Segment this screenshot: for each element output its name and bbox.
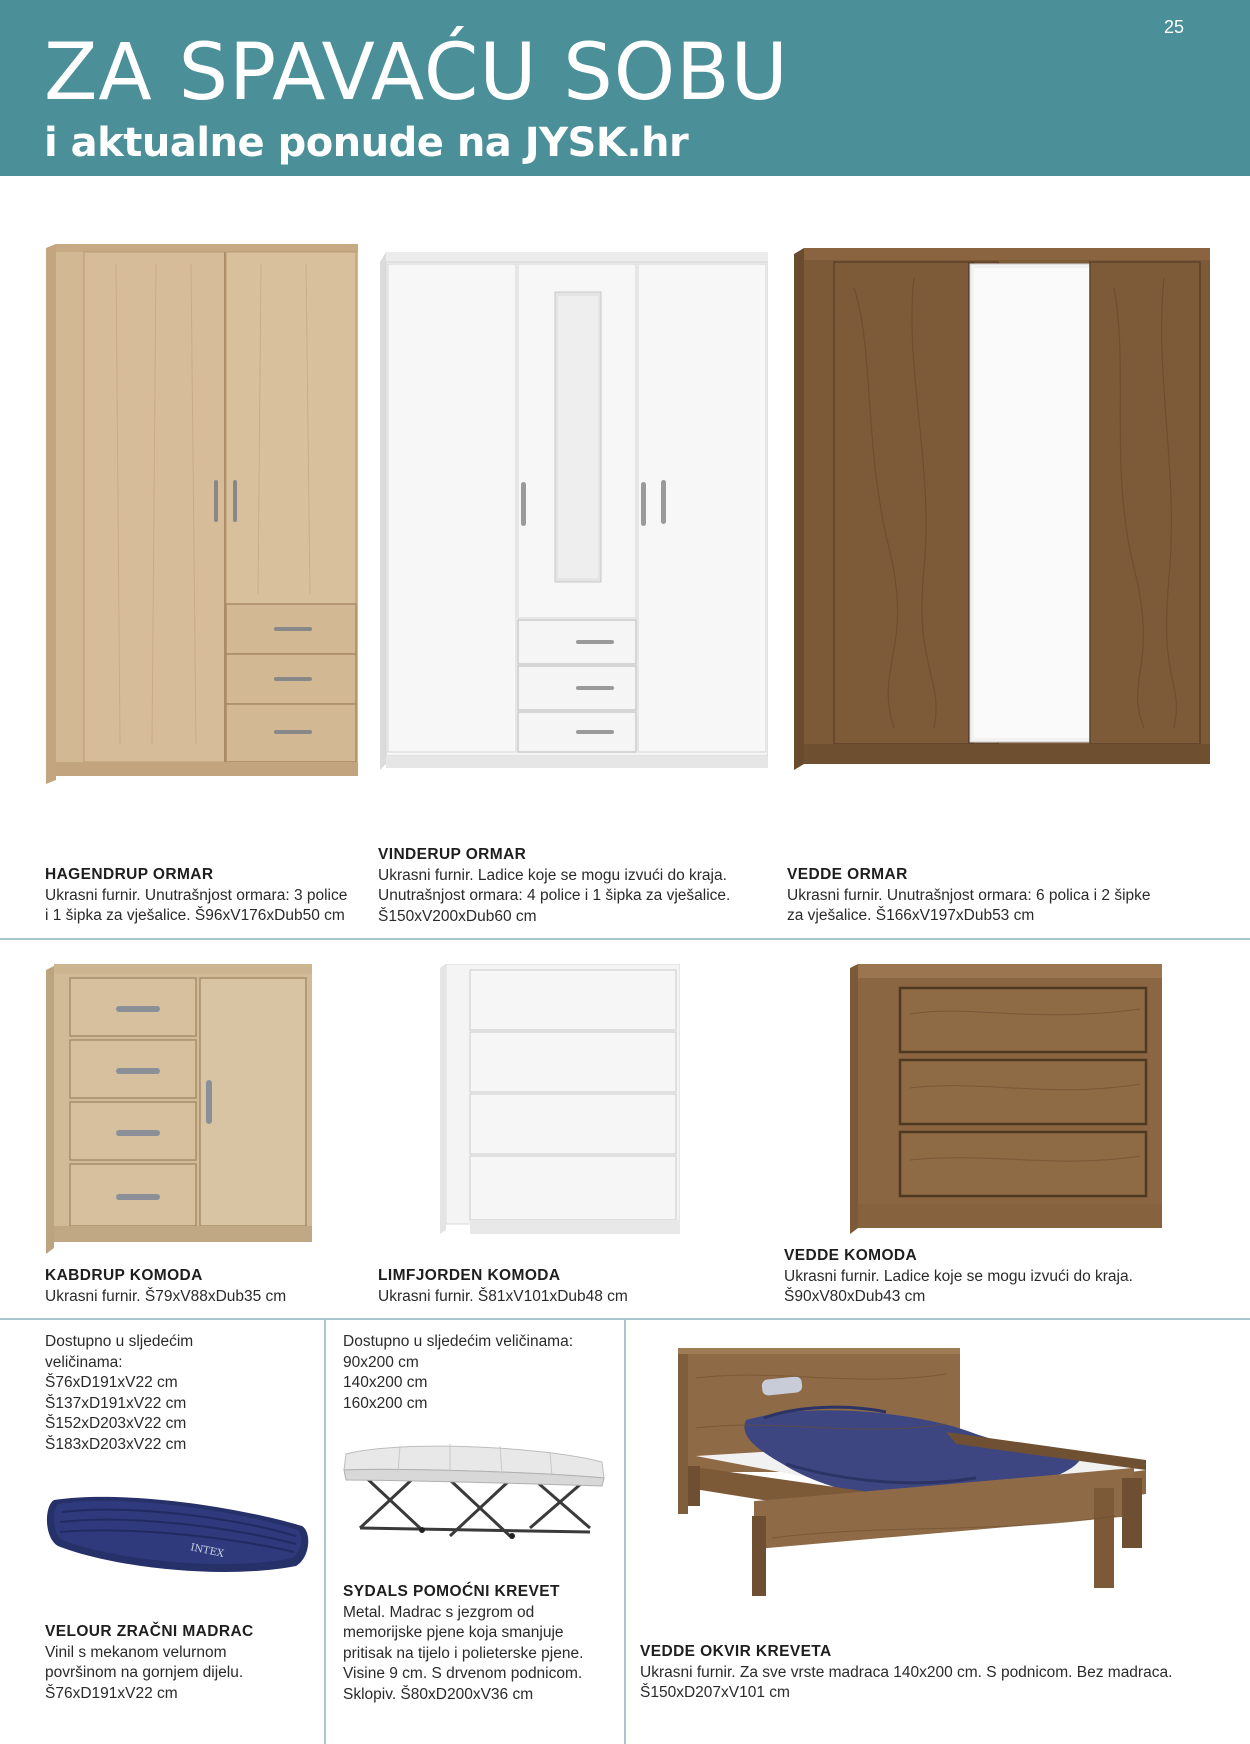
sydals-line-1: Metal. Madrac s jezgrom od [343,1603,535,1621]
velour-size-line-3: Š76xD191xV22 cm [45,1374,178,1391]
vedde-ormar-name: VEDDE ORMAR [787,866,908,883]
vedde-wardrobe-image [794,248,1210,770]
kabdrup-chest-image [46,964,312,1254]
limfjorden-description [378,1266,628,1307]
kabdrup-description [45,1266,286,1307]
vedde-chest-image [850,964,1162,1234]
velour-size-line-6: Š183xD203xV22 cm [45,1435,187,1453]
hagendrup-name: HAGENDRUP ORMAR [45,866,214,883]
vinderup-wardrobe-image [380,244,768,770]
page-number: 25 [1163,17,1184,37]
velour-description [45,1622,254,1704]
velour-size-line-1: Dostupno u sljedećim [45,1333,194,1350]
velour-name: VELOUR ZRAČNI MADRAC [45,1623,254,1640]
divider-row-1 [0,938,1250,940]
kabdrup-name: KABDRUP KOMODA [45,1267,203,1284]
vedde-komoda-line-1: Ukrasni furnir. Ladice koje se mogu izvući do kraja. [784,1267,1133,1285]
velour-size-line-2: veličinama: [45,1353,123,1371]
divider-col-2 [624,1320,626,1744]
sydals-sizes [343,1332,573,1414]
vedde-krevet-line-2: Š150xD207xV101 cm [640,1684,790,1701]
limfjorden-line-1: Ukrasni furnir. Š81xV101xDub48 cm [378,1287,628,1305]
sydals-line-2: memorijske pjene koja smanjuje [343,1624,564,1641]
sydals-line-5: Sklopiv. Š80xD200xV36 cm [343,1685,534,1703]
velour-size-line-5: Š152xD203xV22 cm [45,1415,187,1432]
sydals-size-line-1: Dostupno u sljedećim veličinama: [343,1333,574,1350]
sydals-description [343,1582,583,1705]
velour-line-3: Š76xD191xV22 cm [45,1684,178,1702]
limfjorden-name: LIMFJORDEN KOMODA [378,1267,561,1284]
velour-air-mattress-image [44,1486,312,1582]
vinderup-name: VINDERUP ORMAR [378,846,527,863]
hagendrup-wardrobe-image [46,244,360,784]
vedde-ormar-description [787,865,1151,927]
vinderup-line-1: Ukrasni furnir. Ladice koje se mogu izvući do kraja. [378,866,727,884]
sydals-name: SYDALS POMOĆNI KREVET [343,1583,560,1600]
page-header [0,0,1250,176]
mattress-brand-print: INTEX [189,1542,225,1560]
kabdrup-line-1: Ukrasni furnir. Š79xV88xDub35 cm [45,1287,287,1305]
sydals-size-line-2: 90x200 cm [343,1353,419,1371]
vedde-bed-frame-image [676,1348,1158,1596]
hagendrup-line-1: Ukrasni furnir. Unutrašnjost ormara: 3 police [45,886,348,904]
divider-col-1 [324,1320,326,1744]
vedde-komoda-description [784,1246,1133,1308]
sydals-size-line-3: 140x200 cm [343,1374,428,1391]
limfjorden-chest-image [440,964,680,1240]
vedde-komoda-name: VEDDE KOMODA [784,1247,918,1264]
sydals-line-3: pritisak na tijelo i polieterske pjene. [343,1644,584,1662]
page-title: ZA SPAVAĆU SOBU [44,28,789,118]
sydals-folding-bed-image [340,1432,610,1542]
velour-size-line-4: Š137xD191xV22 cm [45,1394,187,1412]
vinderup-description [378,845,730,927]
sydals-size-line-4: 160x200 cm [343,1394,428,1412]
hagendrup-description [45,865,347,927]
velour-sizes [45,1332,193,1455]
vedde-ormar-line-2: za vješalice. Š166xV197xDub53 cm [787,907,1035,924]
vedde-komoda-line-2: Š90xV80xDub43 cm [784,1288,926,1305]
vinderup-line-3: Š150xV200xDub60 cm [378,907,537,925]
vinderup-line-2: Unutrašnjost ormara: 4 police i 1 šipka za vješalice. [378,887,731,904]
vedde-krevet-description [640,1642,1172,1704]
vedde-ormar-line-1: Ukrasni furnir. Unutrašnjost ormara: 6 polica i 2 šipke [787,886,1151,904]
velour-line-2: površinom na gornjem dijelu. [45,1664,244,1681]
vedde-krevet-name: VEDDE OKVIR KREVETA [640,1643,832,1660]
velour-line-1: Vinil s mekanom velurnom [45,1643,227,1661]
sydals-line-4: Visine 9 cm. S drvenom podnicom. [343,1665,583,1682]
vedde-krevet-line-1: Ukrasni furnir. Za sve vrste madraca 140x200 cm. S podnicom. Bez madraca. [640,1663,1173,1681]
hagendrup-line-2: i 1 šipka za vješalice. Š96xV176xDub50 cm [45,907,345,924]
page-subtitle: i aktualne ponude na JYSK.hr [44,120,689,166]
